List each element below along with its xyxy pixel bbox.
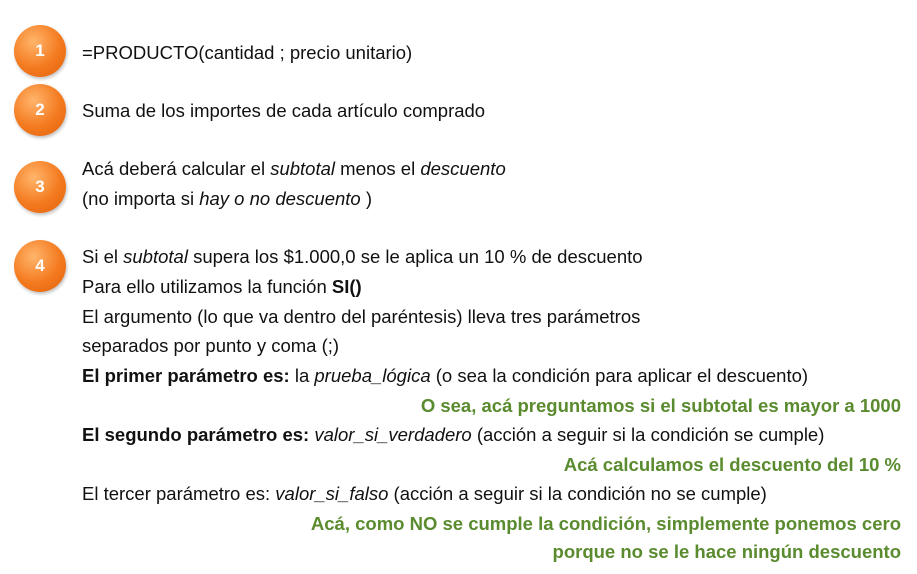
step-4-line-5: El primer parámetro es: la prueba_lógica (o sea la condición para aplicar el descuento)	[82, 365, 809, 386]
step-2-line-1: Suma de los importes de cada artículo comprado	[82, 100, 486, 121]
step-4-green-note-3: Acá, como NO se cumple la condición, simplemente ponemos cero	[310, 513, 901, 534]
step-3-line-2: (no importa si hay o no descuento )	[82, 188, 373, 209]
step-number: 4	[35, 256, 45, 275]
step-number-badge	[14, 84, 66, 136]
step-number: 3	[35, 177, 45, 196]
step-number-badge	[14, 25, 66, 77]
step-number-badge	[14, 161, 66, 213]
step-1-line-1: =PRODUCTO(cantidad ; precio unitario)	[82, 42, 413, 63]
step-number-badge	[14, 240, 66, 292]
step-4-green-note-2: Acá calculamos el descuento del 10 %	[563, 454, 901, 475]
step-4-line-1: Si el subtotal supera los $1.000,0 se le aplica un 10 % de descuento	[82, 246, 643, 267]
step-4-green-note-1: O sea, acá preguntamos si el subtotal es mayor a 1000	[420, 395, 901, 416]
step-4-line-4: separados por punto y coma (;)	[82, 335, 340, 356]
step-4-line-7: El segundo parámetro es: valor_si_verdadero (acción a seguir si la condición se cumple)	[82, 424, 825, 445]
step-4-line-3: El argumento (lo que va dentro del paréntesis) lleva tres parámetros	[82, 306, 641, 327]
step-4-green-note-4: porque no se le hace ningún descuento	[552, 541, 901, 562]
step-4-line-2: Para ello utilizamos la función SI()	[82, 276, 362, 297]
step-number: 1	[35, 41, 45, 60]
step-4-line-9: El tercer parámetro es: valor_si_falso (acción a seguir si la condición no se cumple)	[82, 483, 767, 504]
step-number: 2	[35, 100, 45, 119]
step-3-line-1: Acá deberá calcular el subtotal menos el descuento	[82, 158, 506, 179]
